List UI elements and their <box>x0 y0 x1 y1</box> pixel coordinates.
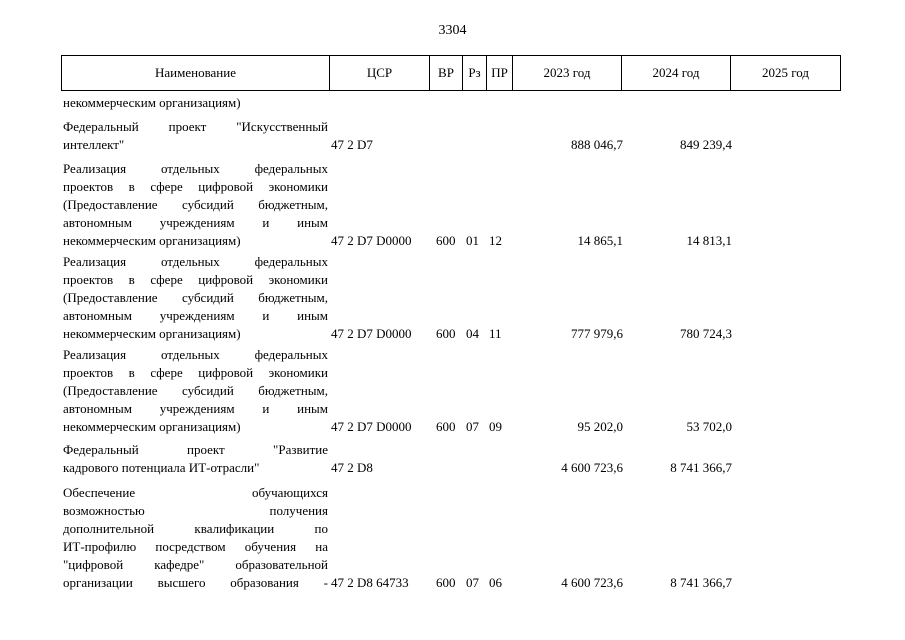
name-line: автономным учреждениям и иным <box>63 215 328 230</box>
column-header-csr: ЦСР <box>330 56 430 90</box>
name-line: некоммерческим организациям) <box>63 233 241 248</box>
name-line: Обеспечение обучающихся <box>63 485 328 500</box>
pr-cell: 06 <box>489 575 502 590</box>
value-2023-cell: 777 979,6 <box>571 326 623 341</box>
value-2023-cell: 14 865,1 <box>577 233 623 248</box>
table-row-name <box>63 484 328 592</box>
name-line: "цифровой кафедре" образовательной <box>63 557 328 572</box>
name-line: проектов в сфере цифровой экономики <box>63 179 328 194</box>
csr-cell: 47 2 D7 D0000 <box>331 326 412 341</box>
name-line: проектов в сфере цифровой экономики <box>63 272 328 287</box>
pr-cell: 11 <box>489 326 502 341</box>
name-line: интеллект" <box>63 137 125 152</box>
name-line: некоммерческим организациям) <box>63 95 241 110</box>
table-row-name <box>63 441 328 477</box>
column-header-name: Наименование <box>62 56 330 90</box>
name-line: некоммерческим организациям) <box>63 326 241 341</box>
csr-cell: 47 2 D8 <box>331 460 373 475</box>
name-line: ИТ-профилю посредством обучения на <box>63 539 328 554</box>
value-2024-cell: 53 702,0 <box>686 419 732 434</box>
vr-cell: 600 <box>436 326 456 341</box>
value-2024-cell: 780 724,3 <box>680 326 732 341</box>
name-line: (Предоставление субсидий бюджетным, <box>63 197 328 212</box>
name-line: автономным учреждениям и иным <box>63 308 328 323</box>
name-line: организации высшего образования - <box>63 575 328 590</box>
name-line: некоммерческим организациям) <box>63 419 241 434</box>
name-line: (Предоставление субсидий бюджетным, <box>63 383 328 398</box>
csr-cell: 47 2 D8 64733 <box>331 575 409 590</box>
name-line: Реализация отдельных федеральных <box>63 161 328 176</box>
column-header-rz: Рз <box>463 56 487 90</box>
column-header-vr: ВР <box>430 56 463 90</box>
vr-cell: 600 <box>436 419 456 434</box>
rz-cell: 04 <box>466 326 479 341</box>
name-line: возможностью получения <box>63 503 328 518</box>
table-row-name <box>63 118 328 154</box>
column-header-pr: ПР <box>487 56 513 90</box>
pr-cell: 09 <box>489 419 502 434</box>
name-line: Федеральный проект "Искусственный <box>63 119 328 134</box>
rz-cell: 07 <box>466 575 479 590</box>
name-line: автономным учреждениям и иным <box>63 401 328 416</box>
csr-cell: 47 2 D7 D0000 <box>331 419 412 434</box>
pr-cell: 12 <box>489 233 502 248</box>
value-2024-cell: 8 741 366,7 <box>670 460 732 475</box>
name-line: Реализация отдельных федеральных <box>63 347 328 362</box>
rz-cell: 01 <box>466 233 479 248</box>
name-line: Реализация отдельных федеральных <box>63 254 328 269</box>
value-2024-cell: 14 813,1 <box>686 233 732 248</box>
table-row-name <box>63 94 328 112</box>
vr-cell: 600 <box>436 233 456 248</box>
table-row-name <box>63 346 328 436</box>
name-line: (Предоставление субсидий бюджетным, <box>63 290 328 305</box>
table-row-name <box>63 253 328 343</box>
name-line: проектов в сфере цифровой экономики <box>63 365 328 380</box>
table-row-name <box>63 160 328 250</box>
value-2023-cell: 95 202,0 <box>577 419 623 434</box>
value-2023-cell: 4 600 723,6 <box>561 460 623 475</box>
value-2023-cell: 888 046,7 <box>571 137 623 152</box>
column-header-2025: 2025 год <box>762 65 809 80</box>
name-line: кадрового потенциала ИТ-отрасли" <box>63 460 260 475</box>
page-number: 3304 <box>438 23 467 38</box>
name-line: Федеральный проект "Развитие <box>63 442 328 457</box>
value-2023-cell: 4 600 723,6 <box>561 575 623 590</box>
table-header <box>61 55 841 91</box>
csr-cell: 47 2 D7 <box>331 137 373 152</box>
value-2024-cell: 8 741 366,7 <box>670 575 732 590</box>
vr-cell: 600 <box>436 575 456 590</box>
column-header-2024: 2024 год <box>622 56 731 90</box>
name-line: дополнительной квалификации по <box>63 521 328 536</box>
value-2024-cell: 849 239,4 <box>680 137 732 152</box>
column-header-2023: 2023 год <box>513 56 622 90</box>
csr-cell: 47 2 D7 D0000 <box>331 233 412 248</box>
rz-cell: 07 <box>466 419 479 434</box>
